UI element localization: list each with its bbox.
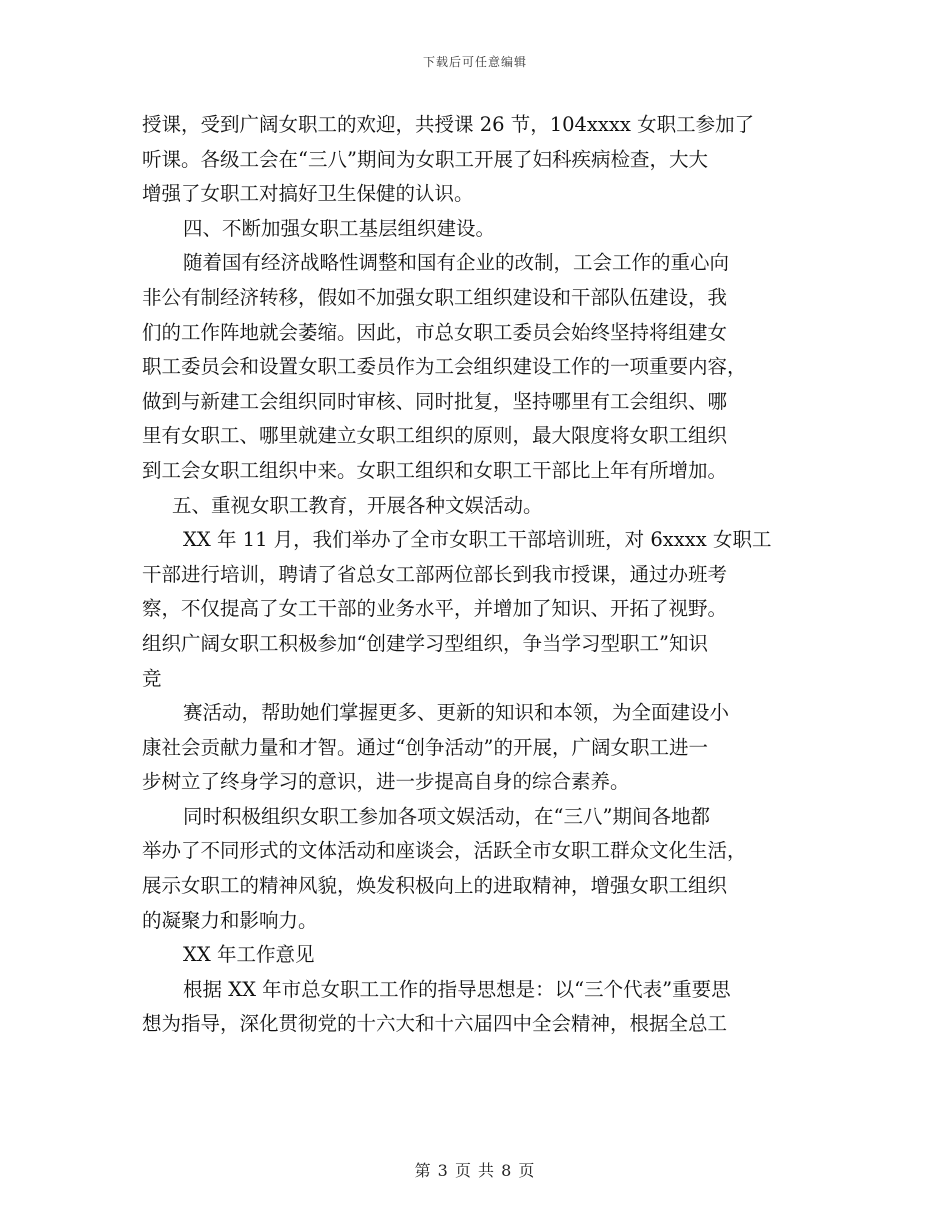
text-line: 里有女职工、哪里就建立女职工组织的原则，最大限度将女职工组织 bbox=[142, 424, 728, 448]
text-line: 干部进行培训，聘请了省总女工部两位部长到我市授课，通过办班考 bbox=[142, 562, 728, 586]
text-line: 做到与新建工会组织同时审核、同时批复，坚持哪里有工会组织、哪 bbox=[142, 389, 728, 413]
text-line: 竞 bbox=[142, 666, 162, 690]
text-line: 们的工作阵地就会萎缩。因此，市总女职工委员会始终坚持将组建女 bbox=[142, 320, 728, 344]
text-line: 同时积极组织女职工参加各项文娱活动，在“三八”期间各地都 bbox=[183, 804, 710, 828]
text-line: 非公有制经济转移，假如不加强女职工组织建设和干部队伍建设，我 bbox=[142, 285, 728, 309]
text-line: 随着国有经济战略性调整和国有企业的改制，工会工作的重心向 bbox=[183, 251, 730, 275]
text-line: 组织广阔女职工积极参加“创建学习型组织，争当学习型职工”知识 bbox=[142, 631, 708, 655]
text-line: 想为指导，深化贯彻党的十六大和十六届四中全会精神，根据全总工 bbox=[142, 1012, 728, 1036]
document-body bbox=[142, 108, 802, 1042]
text-line: 听课。各级工会在“三八”期间为女职工开展了妇科疾病检查，大大 bbox=[142, 147, 708, 171]
text-line: 到工会女职工组织中来。女职工组织和女职工干部比上年有所增加。 bbox=[142, 458, 728, 482]
section-heading: XX 年工作意见 bbox=[183, 943, 315, 967]
text-line: 展示女职工的精神风貌，焕发积极向上的进取精神，增强女职工组织 bbox=[142, 874, 728, 898]
page-footer: 第 3 页 共 8 页 bbox=[414, 1161, 536, 1180]
section-heading: 四、不断加强女职工基层组织建设。 bbox=[183, 216, 496, 240]
text-line: 步树立了终身学习的意识，进一步提高自身的综合素养。 bbox=[142, 770, 630, 794]
text-line: 职工委员会和设置女职工委员作为工会组织建设工作的一项重要内容， bbox=[142, 355, 747, 379]
text-line: XX 年 11 月，我们举办了全市女职工干部培训班，对 6xxxx 女职工 bbox=[183, 528, 772, 552]
text-line: 举办了不同形式的文体活动和座谈会，活跃全市女职工群众文化生活， bbox=[142, 839, 747, 863]
text-line: 的凝聚力和影响力。 bbox=[142, 908, 318, 932]
text-line: 察，不仅提高了女工干部的业务水平，并增加了知识、开拓了视野。 bbox=[142, 597, 728, 621]
section-heading: 五、重视女职工教育，开展各种文娱活动。 bbox=[172, 493, 543, 517]
text-line: 增强了女职工对搞好卫生保健的认识。 bbox=[142, 182, 474, 206]
page-header: 下载后可任意编辑 bbox=[422, 55, 527, 69]
text-line: 康社会贡献力量和才智。通过“创争活动”的开展，广阔女职工进一 bbox=[142, 735, 708, 759]
text-line: 根据 XX 年市总女职工工作的指导思想是：以“三个代表”重要思 bbox=[183, 977, 731, 1001]
text-line: 赛活动，帮助她们掌握更多、更新的知识和本领，为全面建设小 bbox=[183, 701, 730, 725]
text-line: 授课，受到广阔女职工的欢迎，共授课 26 节，104xxxx 女职工参加了 bbox=[142, 113, 755, 136]
